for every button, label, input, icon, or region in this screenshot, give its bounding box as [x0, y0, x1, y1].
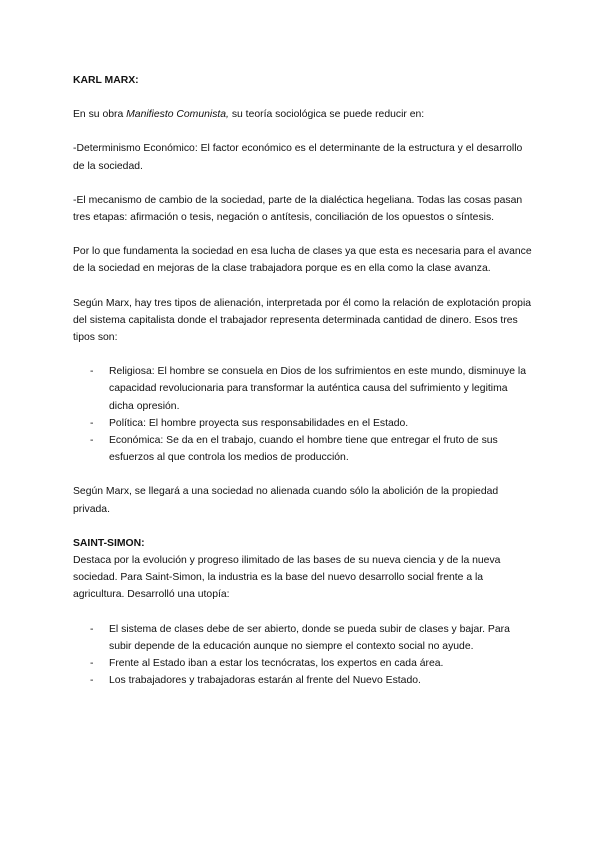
list-item-text: Frente al Estado iban a estar los tecnócratas, los expertos en cada área.: [109, 658, 444, 670]
list-item-economica: [73, 432, 533, 466]
book-title-manifiesto: Manifiesto Comunista,: [126, 109, 229, 121]
list-item-text: Los trabajadores y trabajadoras estarán al frente del Nuevo Estado.: [109, 675, 421, 687]
list-item-text: Religiosa: El hombre se consuela en Dios de los sufrimientos en este mundo, disminuye la capacidad revolucionaria para transformar la auténtica causa del sufrimiento y legitima dicha opresión.: [109, 366, 526, 412]
heading-saint-simon: SAINT-SIMON:: [73, 537, 145, 549]
marx-intro-end: su teoría sociológica se puede reducir en:: [228, 109, 425, 121]
marx-intro-start: En su obra: [73, 109, 127, 121]
list-item-politica: [73, 415, 533, 432]
paragraph-conclusion: Según Marx, se llegará a una sociedad no alienada cuando sólo la abolición de la propiedad privada.: [73, 486, 499, 515]
paragraph-determinismo: -Determinismo Económico: El factor económico es el determinante de la estructura y el desarrollo de la sociedad.: [73, 143, 523, 172]
paragraph-alienacion: Según Marx, hay tres tipos de alienación, interpretada por él como la relación de explotación propia del sistema capitalista donde el trabajador representa determinada cantidad de dinero. Esos tres tipos son:: [73, 297, 532, 344]
bullet-dash: -: [90, 623, 94, 635]
bullet-dash: -: [90, 435, 94, 447]
list-item-text: El sistema de clases debe de ser abierto, donde se pueda subir de clases y bajar. Para subir depende de la educación aunque no siempre el contexto social no ayude.: [109, 623, 510, 652]
saint-simon-intro: Destaca por la evolución y progreso ilimitado de las bases de su nueva ciencia y de la nueva sociedad. Para Saint-Simon, la industria es la base del nuevo desarrollo social frente a la agricultura. Desarrolló una utopía:: [73, 555, 501, 601]
alienation-list: [73, 363, 533, 466]
list-item-text: Económica: Se da en el trabajo, cuando el hombre tiene que entregar el fruto de sus esfuerzos al que controla los medios de producción.: [109, 435, 498, 464]
list-item-religiosa: [73, 363, 533, 415]
bullet-dash: -: [90, 675, 94, 687]
bullet-dash: -: [90, 658, 94, 670]
list-item-tecnocratas: [73, 655, 533, 672]
list-item-trabajadores: [73, 672, 533, 689]
list-item-text: Política: El hombre proyecta sus responsabilidades en el Estado.: [109, 417, 409, 429]
document-body: [73, 72, 533, 689]
list-item-sistema-clases: [73, 621, 533, 655]
heading-karl-marx: KARL MARX:: [73, 75, 139, 86]
paragraph-lucha-de-clases: Por lo que fundamenta la sociedad en esa lucha de clases ya que esta es necesaria para el avance de la sociedad en mejoras de la clase trabajadora porque es en ella como la clase avanza.: [73, 246, 532, 275]
utopia-list: [73, 621, 533, 690]
marx-intro: [73, 106, 533, 123]
bullet-dash: -: [90, 366, 94, 378]
bullet-dash: -: [90, 417, 94, 429]
paragraph-mecanismo: -El mecanismo de cambio de la sociedad, parte de la dialéctica hegeliana. Todas las cosas pasan tres etapas: afirmación o tesis, negación o antítesis, conciliación de los opuestos o síntesis.: [73, 194, 523, 224]
